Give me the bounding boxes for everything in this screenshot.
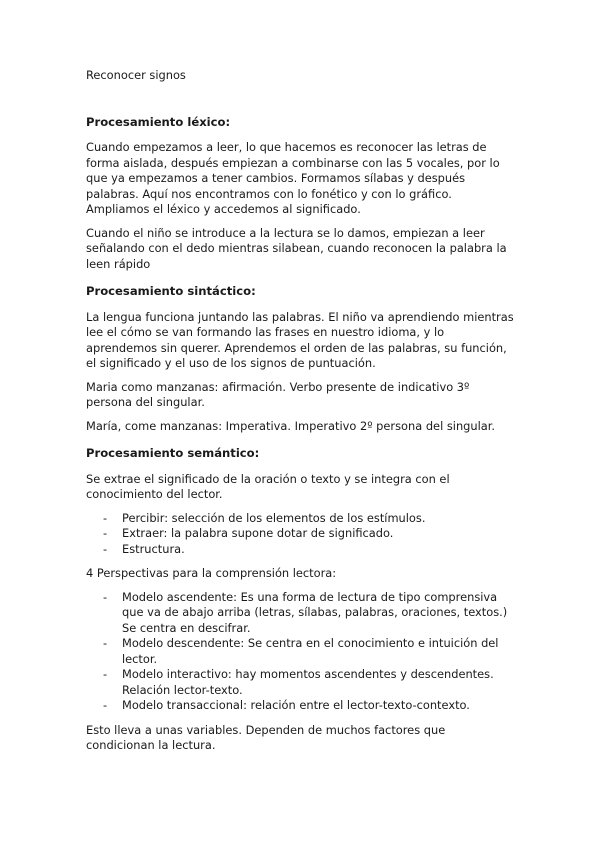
paragraph-sintactico-1: La lengua funciona juntando las palabras. El niño va aprendiendo mientras lee el cómo se van formando las frases en nuestro idioma, y lo aprendemos sin querer. Aprendemos el orden de las palabras, su función, el significado y el uso de los signos de puntuación. <box>86 309 514 370</box>
heading-procesamiento-lexico: Procesamiento léxico: <box>86 114 231 129</box>
list-item: - Modelo ascendente: Es una forma de lectura de tipo comprensiva que va de abajo arriba (letras, sílabas, palabras, oraciones, textos.) Se centra en descifrar. <box>86 590 516 637</box>
semantico-list <box>86 511 516 558</box>
list-item: - Modelo interactivo: hay momentos ascendentes y descendentes. Relación lector-texto. <box>86 667 516 698</box>
perspectivas-list <box>86 590 516 714</box>
list-item: - Modelo transaccional: relación entre el lector-texto-contexto. <box>86 698 516 714</box>
paragraph-perspectivas-intro: 4 Perspectivas para la comprensión lectora: <box>86 566 337 580</box>
paragraph-perspectivas-closing: Esto lleva a unas variables. Dependen de muchos factores que condicionan la lectura. <box>86 722 446 752</box>
heading-procesamiento-sintactico: Procesamiento sintáctico: <box>86 284 256 298</box>
paragraph-sintactico-2: Maria como manzanas: afirmación. Verbo presente de indicativo 3º persona del singular. <box>86 379 470 409</box>
list-item: - Percibir: selección de los elementos de los estímulos. <box>86 511 516 527</box>
document-title: Reconocer signos <box>86 68 186 82</box>
document-page <box>86 68 516 762</box>
paragraph-semantico-1: Se extrae el significado de la oración o texto y se integra con el conocimiento del lector. <box>86 471 450 501</box>
paragraph-sintactico-3: María, come manzanas: Imperativa. Imperativo 2º persona del singular. <box>86 418 496 433</box>
heading-procesamiento-semantico: Procesamiento semántico: <box>86 446 260 460</box>
list-item: - Modelo descendente: Se centra en el conocimiento e intuición del lector. <box>86 636 516 667</box>
paragraph-lexico-2: Cuando el niño se introduce a la lectura se lo damos, empiezan a leer señalando con el dedo mientras silabean, cuando reconocen la palabra la leen rápido <box>86 225 507 271</box>
list-item: - Estructura. <box>86 542 516 558</box>
list-item: - Extraer: la palabra supone dotar de significado. <box>86 526 516 542</box>
paragraph-lexico-1: Cuando empezamos a leer, lo que hacemos es reconocer las letras de forma aislada, después empiezan a combinarse con las 5 vocales, por lo que ya empezamos a tener cambios. Formamos sílabas y después palabras. Aquí nos encontramos con lo fonético y con lo gráfico. Ampliamos el léxico y accedemos al significado. <box>86 140 500 216</box>
